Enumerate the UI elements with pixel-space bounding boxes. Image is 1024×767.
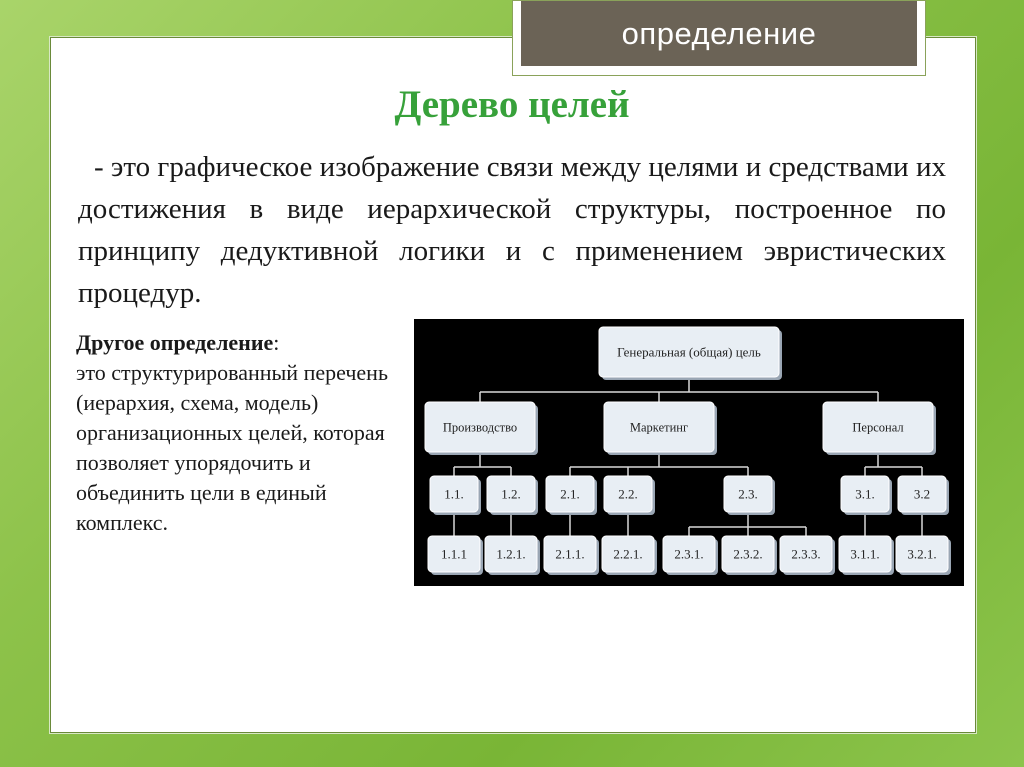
other-definition bbox=[76, 328, 396, 538]
tree-level3-node bbox=[839, 536, 894, 575]
tree-level3-node-label: 3.2.1. bbox=[907, 546, 937, 562]
tree-level3-node-label: 2.2.1. bbox=[613, 546, 643, 562]
tree-level2-node bbox=[841, 476, 892, 515]
header-tab bbox=[512, 0, 926, 76]
tree-level2-node-label: 1.1. bbox=[444, 486, 464, 502]
tree-level2-node-label: 2.3. bbox=[738, 486, 758, 502]
other-definition-heading: Другое определение bbox=[76, 330, 274, 355]
tree-level3-node-label: 2.3.3. bbox=[791, 546, 821, 562]
definition-paragraph: - это графическое изображение связи между целями и средствами их достижения в виде иерархической структуры, построенное по принципу дедуктивной логики и с применением эвристических процедур. bbox=[78, 151, 946, 309]
tree-level2-node bbox=[898, 476, 949, 515]
tree-level3-node bbox=[602, 536, 657, 575]
goal-tree-svg bbox=[414, 319, 964, 586]
tree-level2-node bbox=[546, 476, 597, 515]
tree-level3-node bbox=[485, 536, 540, 575]
tree-level3-node-label: 1.2.1. bbox=[496, 546, 526, 562]
tree-level2-node-label: 1.2. bbox=[501, 486, 521, 502]
tree-level2-node bbox=[430, 476, 481, 515]
tree-root-node-label: Генеральная (общая) цель bbox=[617, 344, 761, 360]
tree-level2-node-label: 3.1. bbox=[855, 486, 875, 502]
slide-title: Дерево целей bbox=[394, 83, 630, 126]
tree-level3-node bbox=[780, 536, 835, 575]
tree-level3-node-label: 1.1.1 bbox=[441, 546, 467, 562]
goal-tree-diagram bbox=[414, 319, 964, 586]
tree-level1-node-label: Маркетинг bbox=[629, 420, 689, 435]
tree-level2-node bbox=[604, 476, 655, 515]
tree-level2-node-label: 2.2. bbox=[618, 486, 638, 502]
tree-level2-node-label: 3.2 bbox=[913, 486, 931, 502]
tree-level3-node-label: 2.3.1. bbox=[674, 546, 704, 562]
tree-level2-node-label: 2.1. bbox=[560, 486, 580, 502]
tree-level3-node-label: 2.3.2. bbox=[733, 546, 763, 562]
tree-level1-node-label: Персонал bbox=[852, 420, 904, 435]
tree-level3-node bbox=[896, 536, 951, 575]
tree-level2-node bbox=[724, 476, 775, 515]
tree-level1-node bbox=[425, 402, 538, 455]
other-definition-text: это структурированный перечень (иерархия, схема, модель) организационных целей, которая позволяет упорядочить и объединить цели в единый комплекс. bbox=[76, 360, 388, 535]
tree-level1-node-label: Производство bbox=[442, 420, 518, 435]
tree-level3-node bbox=[544, 536, 599, 575]
tree-level1-node bbox=[823, 402, 936, 455]
tree-level3-node-label: 3.1.1. bbox=[850, 546, 880, 562]
tree-level2-node bbox=[487, 476, 538, 515]
tree-level3-node bbox=[663, 536, 718, 575]
other-definition-colon: : bbox=[273, 330, 280, 355]
tree-root-node bbox=[599, 327, 782, 380]
header-tab-bar bbox=[521, 1, 917, 66]
tree-level3-node bbox=[722, 536, 777, 575]
tree-level1-node bbox=[604, 402, 717, 455]
header-tab-label: определение bbox=[621, 15, 817, 51]
tree-level3-node-label: 2.1.1. bbox=[555, 546, 585, 562]
tree-level3-node bbox=[428, 536, 483, 575]
